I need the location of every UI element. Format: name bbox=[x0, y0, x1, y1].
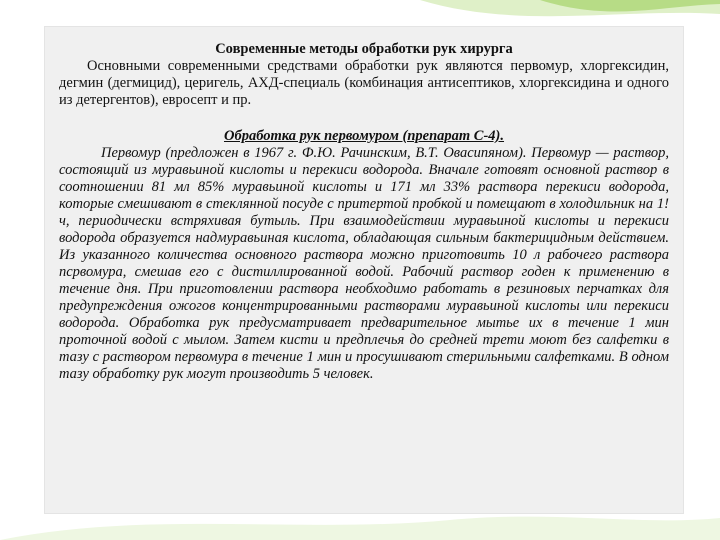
section-heading: Обработка рук первомуром (препарат С-4). bbox=[223, 128, 505, 144]
content-panel bbox=[44, 26, 684, 514]
intro-paragraph: Основными современными средствами обработки рук являются первомур, хлоргексидин, дегмин (дегмицид), церигель, АХД-специаль (комбинация антисептиков, хлоргексидина и одного из детергентов), евросепт и пр. bbox=[59, 58, 669, 108]
slide-title: Современные методы обработки рук хирурга bbox=[215, 41, 513, 57]
section-body-paragraph: Первомур (предложен в 1967 г. Ф.Ю. Рачинским, В.Т. Овасипяном). Первомур — раствор, состоящий из муравьиной кислоты и перекиси водорода. Вначале готовят основной раствор в соотношении 81 мл 85% муравьиной кислоты и 171 мл 33% раствора перекиси водорода, которые смешивают в стеклянной посуде с притертой пробкой и помещают в холодильник на 1! ч, периодически встряхивая бутыль. При взаимодействии муравьиной кислоты и перекиси водорода образуется надмуравьиная кислота, обладающая сильным бактерицидным действием. Из указанного количества основного раствора можно приготовить 10 л рабочего раствора псрвомура, смешав его с дистиллированной водой. Рабочий раствор годен к применению в течение дня. При приготовлении раствора необходимо работать в резиновых перчатках для предупреждения ожогов концентрированными растворами муравьиной кислоты или перекиси водорода. Обработка рук предусматривает предварительное мытье их в течение 1 мин проточной водой с мылом. Затем кисти и предплечья до средней трети моют без салфетки в тазу с раствором первомура в течение 1 мин и просушивают стерильными салфетками. В одном тазу обработку рук могут производить 5 человек. bbox=[59, 145, 669, 382]
